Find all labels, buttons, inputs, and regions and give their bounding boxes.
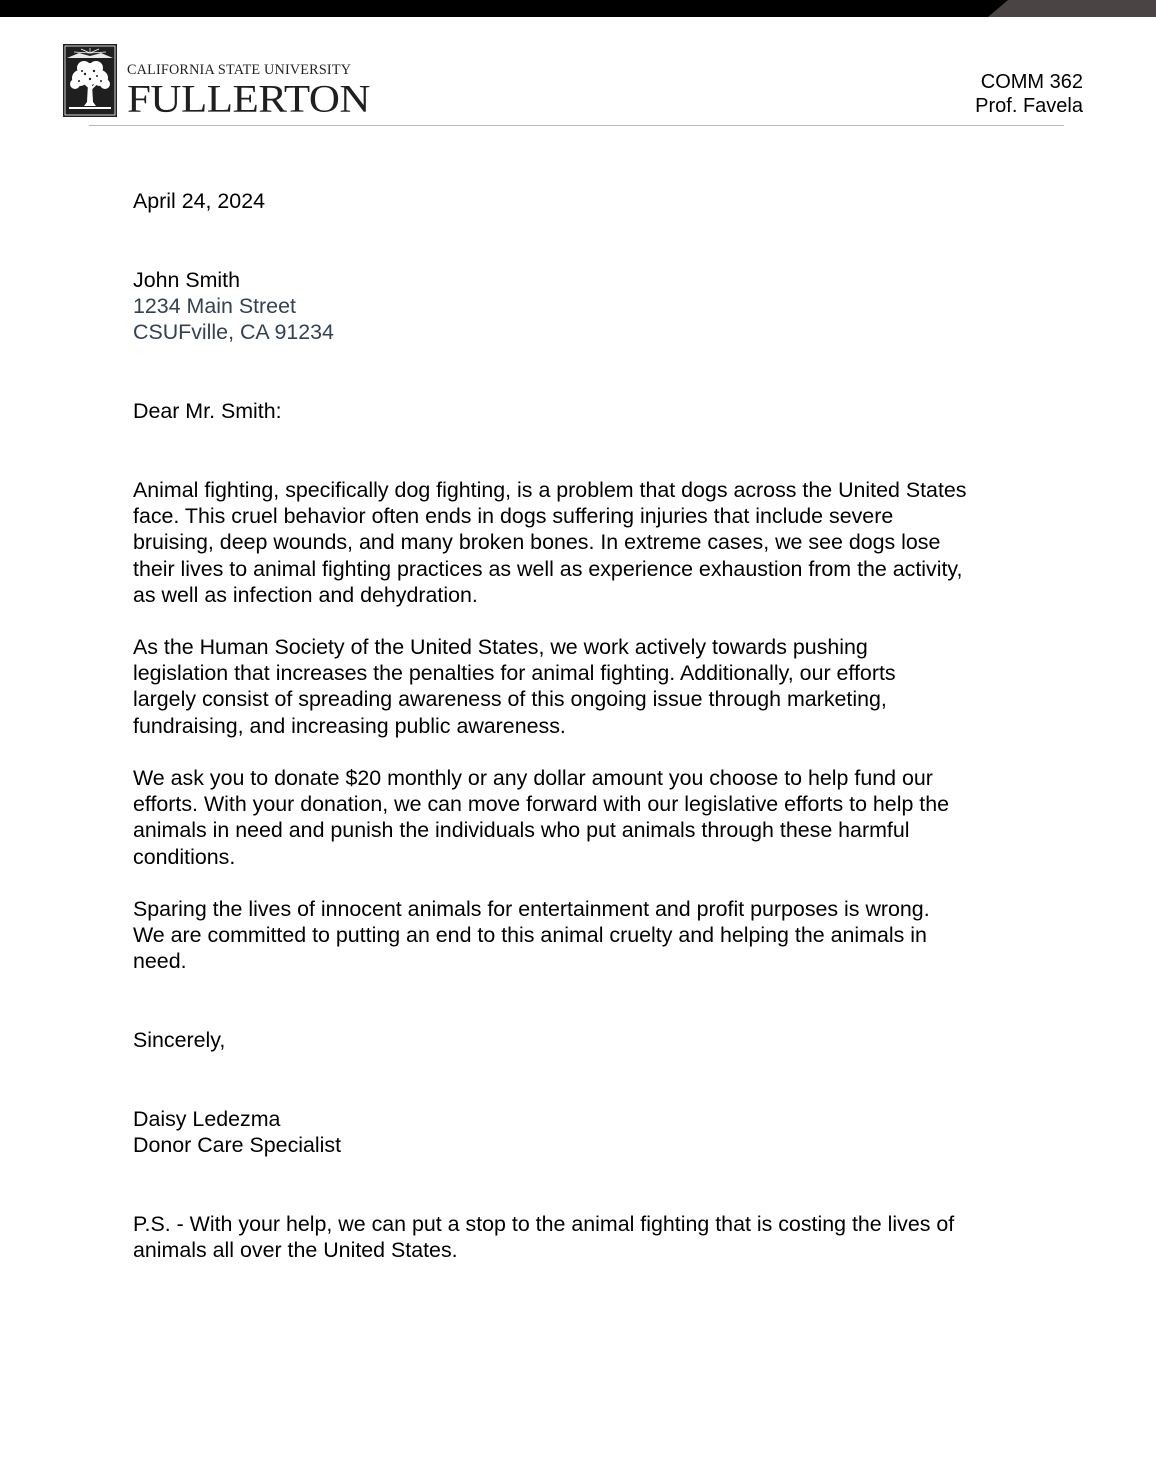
body-paragraph-3 [133, 765, 1028, 870]
university-seal-tree-icon [63, 44, 117, 117]
paragraph-line: need. [133, 949, 187, 974]
top-header-bar-accent [988, 0, 1156, 17]
professor-name: Prof. Favela [975, 95, 1083, 117]
university-wordmark [127, 44, 370, 121]
postscript [133, 1211, 1028, 1263]
body-paragraph-4 [133, 896, 1028, 975]
university-campus-name: FULLERTON [127, 77, 370, 121]
university-system-name: CALIFORNIA STATE UNIVERSITY [127, 62, 352, 78]
header-divider [89, 125, 1064, 126]
paragraph-line: Animal fighting, specifically dog fighting, is a problem that dogs across the United States [133, 478, 967, 502]
paragraph-line: their lives to animal fighting practices as well as experience exhaustion from the activity, [133, 556, 963, 581]
paragraph-line: fundraising, and increasing public awareness. [133, 713, 566, 738]
paragraph-line: bruising, deep wounds, and many broken bones. In extreme cases, we see dogs lose [133, 530, 941, 555]
recipient-block [133, 267, 1028, 346]
paragraph-line: legislation that increases the penalties for animal fighting. Additionally, our efforts [133, 661, 896, 686]
salutation: Dear Mr. Smith: [133, 399, 282, 423]
course-code: COMM 362 [980, 71, 1083, 93]
paragraph-line: As the Human Society of the United States, we work actively towards pushing [133, 635, 868, 659]
top-header-bar [0, 0, 1156, 17]
signature-block [133, 1106, 1028, 1158]
postscript-line: animals all over the United States. [133, 1238, 458, 1263]
signer-name: Daisy Ledezma [133, 1107, 281, 1131]
paragraph-line: animals in need and punish the individuals who put animals through these harmful [133, 818, 910, 843]
recipient-city-line: CSUFville, CA 91234 [133, 320, 334, 345]
postscript-line: P.S. - With your help, we can put a stop to the animal fighting that is costing the lives of [133, 1212, 955, 1236]
body-paragraph-1 [133, 477, 1028, 608]
body-paragraph-2 [133, 634, 1028, 739]
letter-date: April 24, 2024 [133, 189, 265, 213]
paragraph-line: face. This cruel behavior often ends in dogs suffering injuries that include severe [133, 504, 894, 529]
closing: Sincerely, [133, 1028, 226, 1052]
paragraph-line: conditions. [133, 844, 236, 869]
paragraph-line: We ask you to donate $20 monthly or any dollar amount you choose to help fund our [133, 766, 933, 790]
paragraph-line: efforts. With your donation, we can move forward with our legislative efforts to help the [133, 792, 950, 817]
signer-title: Donor Care Specialist [133, 1133, 342, 1158]
recipient-name: John Smith [133, 268, 241, 292]
paragraph-line: Sparing the lives of innocent animals for entertainment and profit purposes is wrong. [133, 897, 930, 921]
recipient-street: 1234 Main Street [133, 294, 296, 319]
university-logo [63, 44, 370, 121]
course-info [975, 70, 1083, 118]
paragraph-line: We are committed to putting an end to this animal cruelty and helping the animals in [133, 923, 927, 948]
paragraph-line: as well as infection and dehydration. [133, 582, 478, 607]
paragraph-line: largely consist of spreading awareness of this ongoing issue through marketing, [133, 687, 887, 712]
